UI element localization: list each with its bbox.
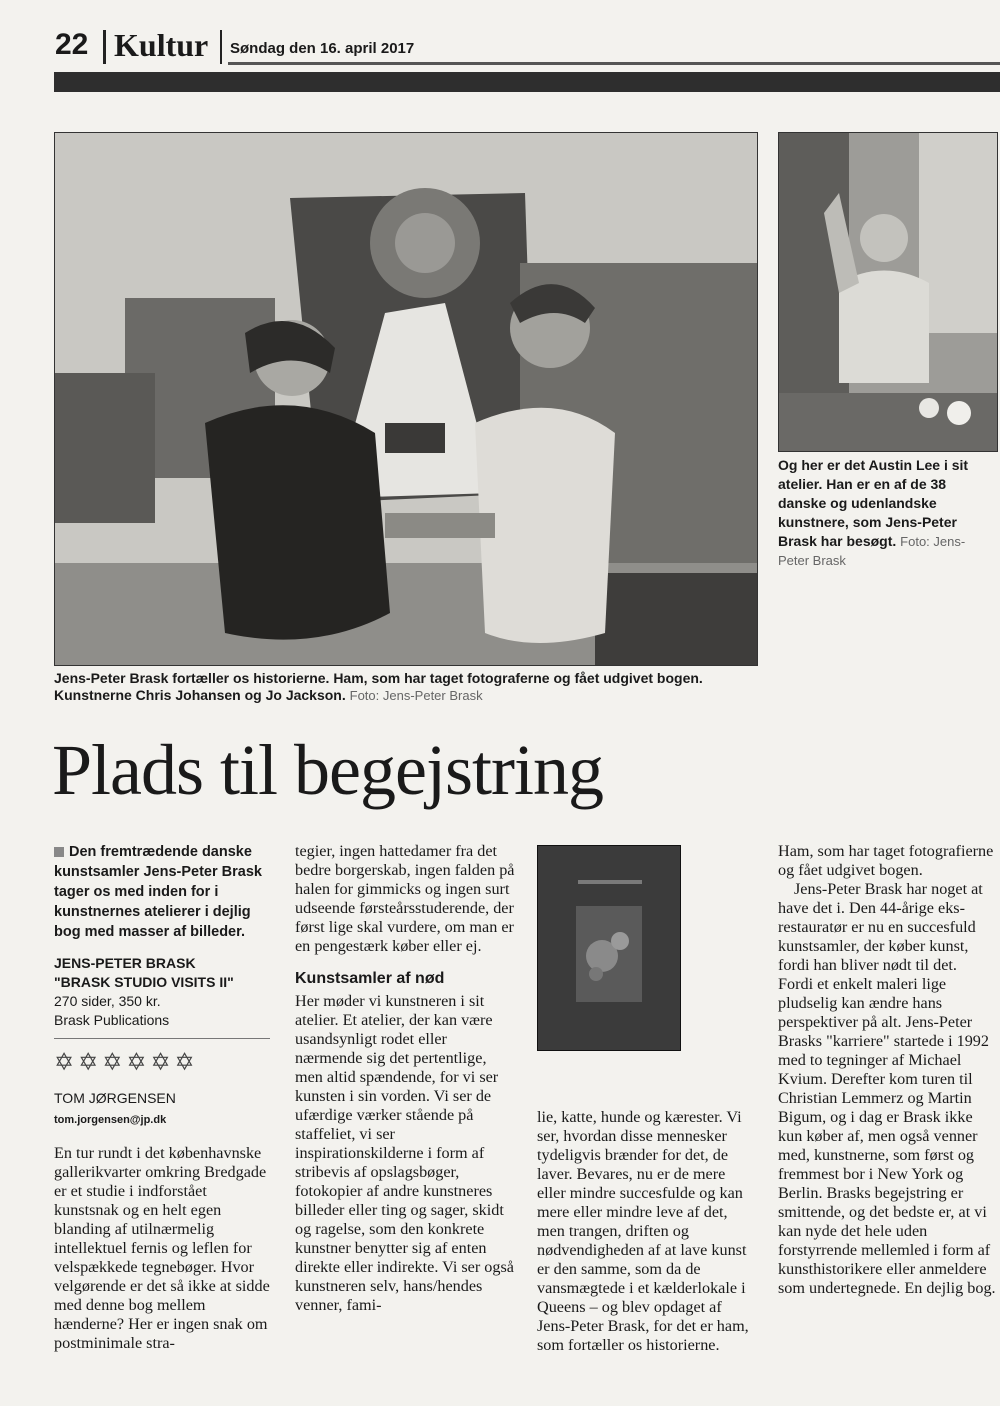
column-1-body: En tur rundt i det københavnske gallerikvarter omkring Bredgade er et studie i indforstået kunstsnak og en helt egen blanding af utilnærmelig intellektuel fernis og leflen for velspækkede tegnebøger. Hvor velgørende er det så ikke at sidde med denne bog mellem hænderne? Her er ingen snak om postminimale stra-	[54, 1144, 270, 1352]
column-1	[54, 842, 274, 1353]
column-3-body: lie, katte, hunde og kærester. Vi ser, hvordan disse mennesker tydeligvis brænder for det, de laver. Bevares, nu er de mere eller mindre succesfulde og kan mere eller mindre leve af det, men trangen, driften og nødvendigheden af at lave kunst er den samme, som da de vansmægtede i et kælderlokale i Queens – og blev opdaget af Jens-Peter Brask, for det er ham, som fortæller os historierne.	[537, 1108, 749, 1354]
column-2	[295, 842, 517, 1315]
main-caption-text: Jens-Peter Brask fortæller os historierne. Ham, som har taget fotograferne og fået udgivet bogen. Kunstnerne Chris Johansen og Jo Jackson.	[54, 670, 703, 703]
side-photo-caption	[778, 456, 994, 570]
header-bar	[54, 72, 1000, 92]
column-4	[778, 842, 996, 1298]
side-caption-text: Og her er det Austin Lee i sit atelier. Han er en af de 38 danske og udenlandske kunstnere, som Jens-Peter Brask har besøgt.	[778, 457, 969, 549]
main-photo	[54, 132, 758, 666]
book-cover-illustration	[538, 846, 680, 1050]
column-4-paragraph-2: Jens-Peter Brask har noget at have det i. Den 44-årige eks-restauratør er nu en succesfuld kunstsamler, der køber kunst, fordi han bliver nødt til det. Fordi et enkelt maleri lige pludselig kan ændre hans perspektiver på alt. Jens-Peter Brasks "karriere" startede i 1992 med to tegninger af Michael Kvium. Derefter kom turen til Christian Lemmerz og Martin Bigum, og i dag er Brask ikke kun køber af, men også venner med, kunstnerne, som først og fremmest bor i New York og Berlin. Brasks begejstring er smittende, og det bedste er, at vi kan nyde det hele uden forstyrrende mellemled i form af kunsthistorikere eller anmeldere som undertegnede. En dejlig bog.	[778, 880, 996, 1297]
side-photo	[778, 132, 998, 452]
main-caption-credit: Foto: Jens-Peter Brask	[349, 688, 483, 703]
section-title: Kultur	[114, 27, 209, 63]
page-number: 22	[55, 28, 89, 61]
lead-text: Den fremtrædende danske kunstsamler Jens-Peter Brask tager os med inden for i kunstnernes atelierer i dejlig bog med masser af billeder.	[54, 844, 262, 940]
article-headline: Plads til begejstring	[52, 730, 603, 810]
header-divider-2	[220, 30, 222, 64]
main-photo-caption	[54, 670, 754, 704]
column-4-paragraph-1: Ham, som har taget fotografierne og fået udgivet bogen.	[778, 842, 994, 879]
bullet-square-icon	[54, 847, 64, 857]
column-2-paragraph-2: Her møder vi kunstneren i sit atelier. Et atelier, der kan være usandsynligt rodet eller nærmende sig det pertentlige, men altid spændende, for vi ser kunsten i sin vorden. Vi ser de ufærdige værker stående på staffeliet, vi ser inspirationskilderne i form af stribevis af opslagsbøger, fotokopier af andre kunstneres billeder eller ting og sager, skidt og ragelse, som den konkrete kunstner benytter sig af enten direkte eller indirekte. Vi ser også kunstneren selv, hans/hendes venner, fami-	[295, 992, 514, 1314]
rating-stars-icon: ✡✡✡✡✡✡	[54, 1050, 199, 1076]
byline: TOM JØRGENSEN	[54, 1090, 176, 1106]
book-details: 270 sider, 350 kr.	[54, 993, 161, 1009]
book-publisher: Brask Publications	[54, 1012, 170, 1028]
side-caption-credit: Foto: Jens-Peter Brask	[778, 534, 966, 568]
issue-date: Søndag den 16. april 2017	[230, 40, 415, 57]
column-3	[537, 1108, 755, 1355]
side-photo-illustration	[779, 133, 997, 451]
column-2-paragraph-1: tegier, ingen hattedamer fra det bedre borgerskab, ingen falden på halen for gimmicks og ingen surt udseende førsteårsstuderende, der først lige skal vurdere, om man er en pengestærk køber eller ej.	[295, 842, 515, 955]
rating-rule	[54, 1038, 270, 1039]
header-divider	[103, 30, 106, 64]
main-photo-illustration	[55, 133, 757, 665]
byline-email: tom.jorgensen@jp.dk	[54, 1114, 167, 1126]
book-author: JENS-PETER BRASK	[54, 955, 196, 971]
book-cover-image	[537, 845, 681, 1051]
book-facts	[54, 954, 274, 1030]
header-rule	[228, 62, 1000, 65]
book-title: "BRASK STUDIO VISITS II"	[54, 974, 234, 990]
article-lead	[54, 842, 274, 942]
article-subhead: Kunstsamler af nød	[295, 970, 445, 987]
